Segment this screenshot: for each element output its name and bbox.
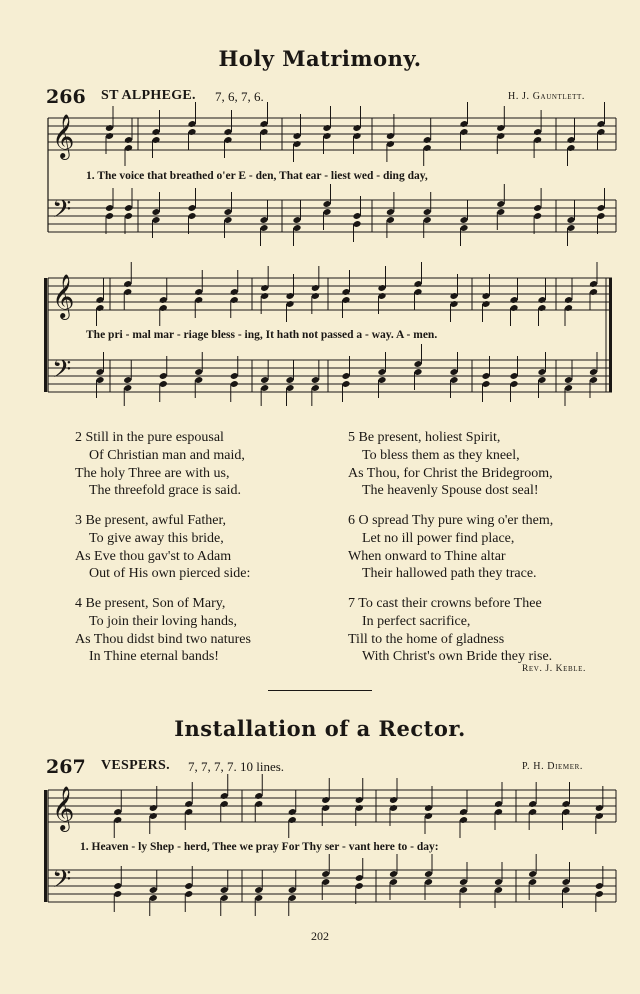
stanza-line: As Thou didst bind two natures (75, 631, 251, 647)
stanza-line: Till to the home of gladness (348, 631, 505, 647)
section-title-holy-matrimony: Holy Matrimony. (218, 46, 422, 71)
divider (268, 690, 372, 691)
stanza (348, 595, 552, 666)
stanza-line: 4 Be present, Son of Mary, (75, 596, 226, 611)
stanza-line: To bless them as they kneel, (362, 447, 520, 463)
stanza-line: 6 O spread Thy pure wing o'er them, (348, 513, 554, 528)
stanza-line: The holy Three are with us, (75, 465, 230, 481)
stanza (348, 512, 553, 583)
stanza (75, 595, 251, 666)
stanza-line: Let no ill power find place, (362, 530, 515, 546)
stanza-line: When onward to Thine altar (348, 548, 506, 564)
stanza-line: In Thine eternal bands! (89, 649, 219, 665)
stanza-line: 5 Be present, holiest Spirit, (348, 430, 501, 445)
treble-clef-icon: 𝄞 (52, 114, 75, 158)
stanza-line: To join their loving hands, (89, 613, 237, 629)
stanza-line: In perfect sacrifice, (362, 613, 471, 629)
composer: H. J. Gauntlett. (508, 91, 585, 102)
bass-clef-icon: 𝄢 (52, 355, 72, 390)
stanza-line: As Eve thou gav'st to Adam (75, 548, 232, 564)
stanza-line: To give away this bride, (89, 530, 224, 546)
lyric-line: The pri - mal mar - riage bless - ing, It hath not passed a - way. A - men. (86, 329, 438, 341)
page-number: 202 (311, 929, 329, 943)
stanza-line: 3 Be present, awful Father, (75, 513, 227, 528)
final-barline (609, 278, 612, 392)
stanza-line: The heavenly Spouse dost seal! (362, 483, 539, 499)
stanza-line: 2 Still in the pure espousal (75, 430, 224, 445)
stanza-line: As Thou, for Christ the Bridegroom, (348, 465, 553, 481)
meter: 7, 6, 7, 6. (215, 89, 264, 104)
system-bar (44, 278, 47, 392)
tune-name: VESPERS. (101, 758, 170, 773)
stanza (75, 429, 245, 500)
bass-clef-icon: 𝄢 (52, 865, 72, 900)
stanza-line: Out of His own pierced side: (89, 566, 251, 582)
meter: 7, 7, 7, 7. 10 lines. (188, 759, 285, 774)
hymn-number: 266 (46, 86, 86, 108)
stanza (75, 512, 250, 583)
stanza-line: With Christ's own Bride they rise. (362, 649, 553, 665)
composer: P. H. Diemer. (522, 761, 583, 772)
lyric-line: 1. Heaven - ly Shep - herd, Thee we pray For Thy ser - vant here to - day: (80, 841, 439, 853)
stanza-line: Their hallowed path they trace. (362, 566, 537, 582)
text-author: Rev. J. Keble. (522, 664, 586, 674)
bass-clef-icon: 𝄢 (52, 195, 72, 230)
hymn-number: 267 (46, 756, 86, 778)
stanza-line: Of Christian man and maid, (89, 447, 245, 463)
section-title-installation-of-a-rector: Installation of a Rector. (174, 716, 466, 741)
stanza (348, 429, 553, 500)
system-bar (44, 790, 47, 902)
lyric-line: 1. The voice that breathed o'er E - den, That ear - liest wed - ding day, (86, 170, 428, 182)
treble-clef-icon: 𝄞 (52, 274, 75, 318)
stanza-line: 7 To cast their crowns before Thee (348, 596, 542, 611)
treble-clef-icon: 𝄞 (52, 786, 75, 830)
stanza-line: The threefold grace is said. (89, 483, 241, 499)
tune-name: ST ALPHEGE. (101, 88, 196, 103)
